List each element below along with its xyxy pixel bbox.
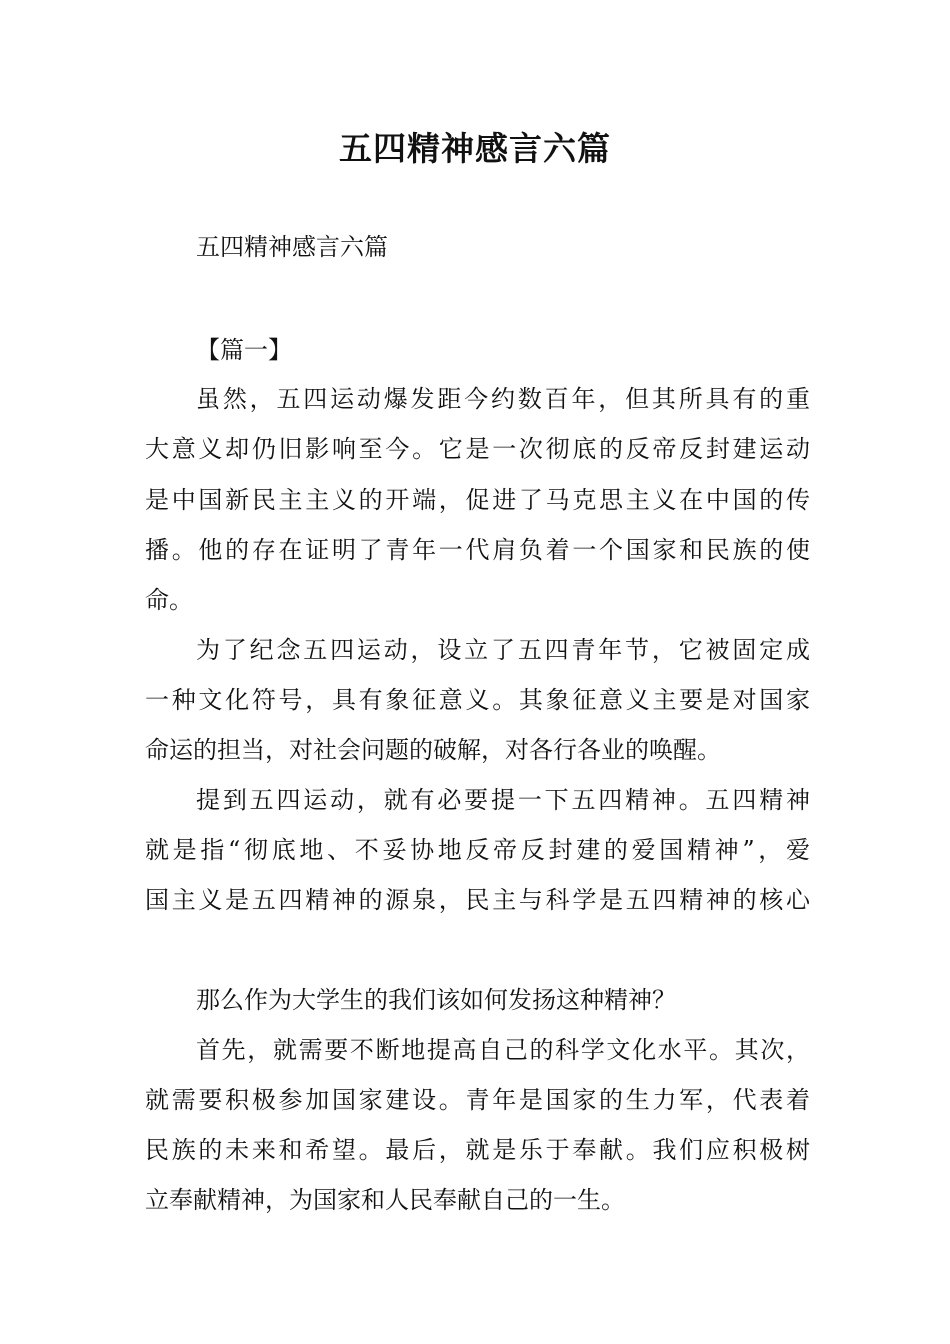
paragraph-line: 那么作为大学生的我们该如何发扬这种精神？ <box>196 986 676 1014</box>
paragraph-line: 命运的担当，对社会问题的破解，对各行各业的唤醒。 <box>145 736 721 764</box>
paragraph-line: 一种文化符号，具有象征意义。其象征意义主要是对国家 <box>145 686 810 714</box>
paragraph-line: 国主义是五四精神的源泉，民主与科学是五四精神的核心 <box>145 886 810 914</box>
paragraph-line: 为了纪念五四运动，设立了五四青年节，它被固定成 <box>196 636 810 664</box>
paragraph-line: 首先，就需要不断地提高自己的科学文化水平。其次， <box>196 1036 810 1064</box>
paragraph-line: 播。他的存在证明了青年一代肩负着一个国家和民族的使 <box>145 536 810 564</box>
paragraph-line: 大意义却仍旧影响至今。它是一次彻底的反帝反封建运动 <box>145 435 810 463</box>
paragraph-line: 虽然，五四运动爆发距今约数百年，但其所具有的重 <box>196 385 810 413</box>
paragraph-line: 就是指“彻底地、不妥协地反帝反封建的爱国精神”，爱 <box>145 836 810 864</box>
section-label: 【篇一】 <box>196 336 292 364</box>
paragraph-line: 立奉献精神，为国家和人民奉献自己的一生。 <box>145 1186 625 1214</box>
document-title: 五四精神感言六篇 <box>339 129 611 168</box>
paragraph-line: 就需要积极参加国家建设。青年是国家的生力军，代表着 <box>145 1086 810 1114</box>
paragraph-line: 提到五四运动，就有必要提一下五四精神。五四精神 <box>196 786 810 814</box>
paragraph-line: 是中国新民主主义的开端，促进了马克思主义在中国的传 <box>145 486 810 514</box>
document-subtitle: 五四精神感言六篇 <box>196 233 388 261</box>
paragraph-line: 命。 <box>145 586 193 614</box>
paragraph-line: 民族的未来和希望。最后，就是乐于奉献。我们应积极树 <box>145 1136 810 1164</box>
